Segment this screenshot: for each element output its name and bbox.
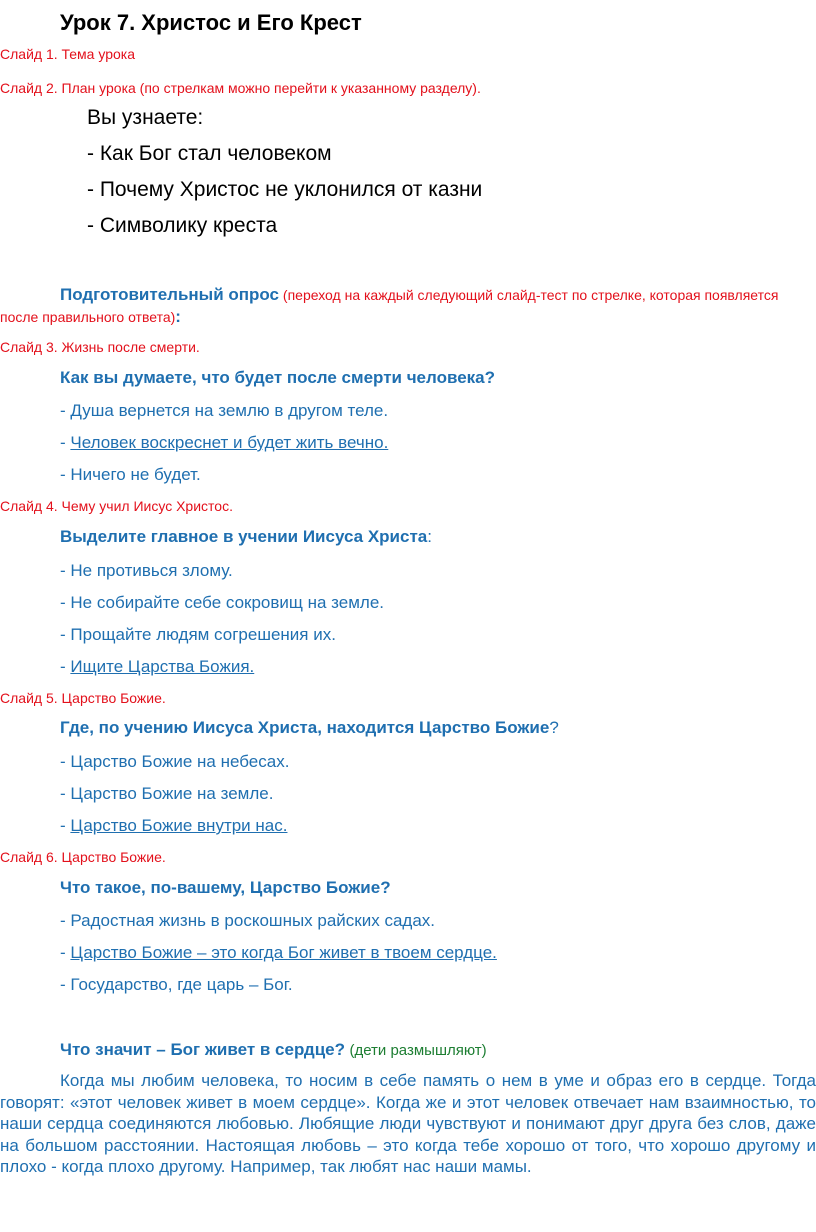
slide5-question: Где, по учению Иисуса Христа, находится Царство Божие? <box>60 718 559 737</box>
answer-item: - Царство Божие на земле. <box>60 784 274 803</box>
answer-item: - Царство Божие на небесах. <box>60 752 290 771</box>
answer-item: - Государство, где царь – Бог. <box>60 975 293 994</box>
page-title: Урок 7. Христос и Его Крест <box>60 10 362 35</box>
slide4-question: Выделите главное в учении Иисуса Христа: <box>60 527 432 546</box>
answer-item-correct: - Царство Божие внутри нас. <box>60 816 288 835</box>
slide2-label: Слайд 2. План урока (по стрелкам можно перейти к указанному разделу). <box>0 80 481 96</box>
answer-item: - Не противься злому. <box>60 561 233 580</box>
prep-colon: : <box>175 307 181 326</box>
reflect-question: Что значит – Бог живет в сердце? (дети размышляют) <box>60 1040 487 1059</box>
learn-item: - Почему Христос не уклонился от казни <box>87 178 483 201</box>
prep-section <box>0 284 816 328</box>
slide1-label: Слайд 1. Тема урока <box>0 46 135 62</box>
slide3-label: Слайд 3. Жизнь после смерти. <box>0 339 200 355</box>
slide3-question: Как вы думаете, что будет после смерти человека? <box>60 368 496 387</box>
answer-item-correct: - Ищите Царства Божия. <box>60 657 255 676</box>
slide6-question: Что такое, по-вашему, Царство Божие? <box>60 878 391 897</box>
learn-item: - Как Бог стал человеком <box>87 142 332 165</box>
answer-item: - Душа вернется на землю в другом теле. <box>60 401 389 420</box>
answer-item: - Радостная жизнь в роскошных райских садах. <box>60 911 436 930</box>
slide4-label: Слайд 4. Чему учил Иисус Христос. <box>0 498 233 514</box>
answer-item-correct: - Человек воскреснет и будет жить вечно. <box>60 433 389 452</box>
learn-heading: Вы узнаете: <box>87 106 204 129</box>
answer-item: - Ничего не будет. <box>60 465 201 484</box>
prep-note: (переход на каждый следующий слайд-тест по стрелке, которая появляется после правильного ответа) <box>0 287 779 325</box>
body-paragraph: Когда мы любим человека, то носим в себе память о нем в уме и образ его в сердце. Тогда говорят: «этот человек живет в моем сердце». Когда же и этот человек отвечает нам взаимностью, то наши сердца соединяются любовью. Любящие люди чувствуют и понимают друг друга без слов, даже на большом расстоянии. Настоящая любовь – это когда тебе хорошо от того, что хорошо другому и плохо - когда плохо другому. Например, так любят нас наши мамы. <box>0 1071 816 1176</box>
learn-item: - Символику креста <box>87 214 278 237</box>
prep-title: Подготовительный опрос <box>60 285 280 304</box>
answer-item-correct: - Царство Божие – это когда Бог живет в твоем сердце. <box>60 943 497 962</box>
answer-item: - Не собирайте себе сокровищ на земле. <box>60 593 385 612</box>
slide5-label: Слайд 5. Царство Божие. <box>0 690 166 706</box>
answer-item: - Прощайте людям согрешения их. <box>60 625 336 644</box>
slide6-label: Слайд 6. Царство Божие. <box>0 849 166 865</box>
